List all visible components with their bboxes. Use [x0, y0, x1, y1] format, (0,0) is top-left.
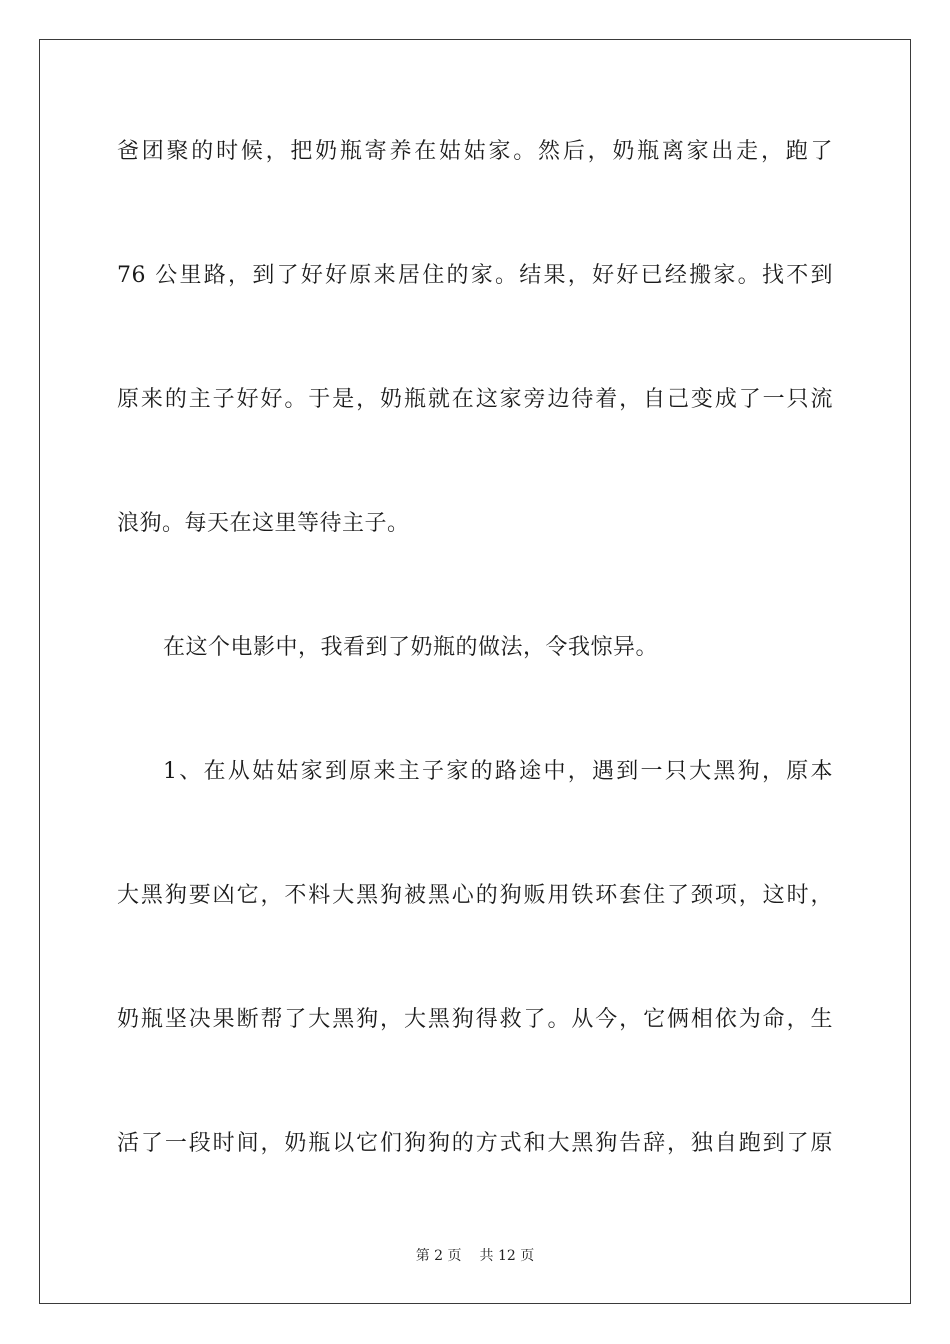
text-line-2: 76 公里路，到了好好原来居住的家。结果，好好已经搬家。找不到 — [117, 263, 833, 288]
text-line-1: 爸团聚的时候，把奶瓶寄养在姑姑家。然后，奶瓶离家出走，跑了 — [117, 139, 833, 164]
text-line-3: 原来的主子好好。于是，奶瓶就在这家旁边待着，自己变成了一只流 — [117, 387, 833, 412]
text-line-7: 大黑狗要凶它，不料大黑狗被黑心的狗贩用铁环套住了颈项，这时， — [117, 883, 833, 908]
list-item-first-line: 1、在从姑姑家到原来主子家的路途中，遇到一只大黑狗，原本 — [163, 759, 833, 784]
text-line-4: 浪狗。每天在这里等待主子。 — [117, 511, 410, 536]
text-line-8: 奶瓶坚决果断帮了大黑狗，大黑狗得救了。从今，它俩相依为命，生 — [117, 1007, 833, 1032]
page-footer — [0, 1246, 950, 1266]
page-number: 第 2 页 — [415, 1248, 462, 1264]
text-line-9: 活了一段时间，奶瓶以它们狗狗的方式和大黑狗告辞，独自跑到了原 — [117, 1131, 833, 1156]
paragraph-first-line: 在这个电影中，我看到了奶瓶的做法，令我惊异。 — [163, 635, 659, 660]
page-total: 共 12 页 — [479, 1248, 535, 1264]
page-border — [39, 39, 911, 1304]
